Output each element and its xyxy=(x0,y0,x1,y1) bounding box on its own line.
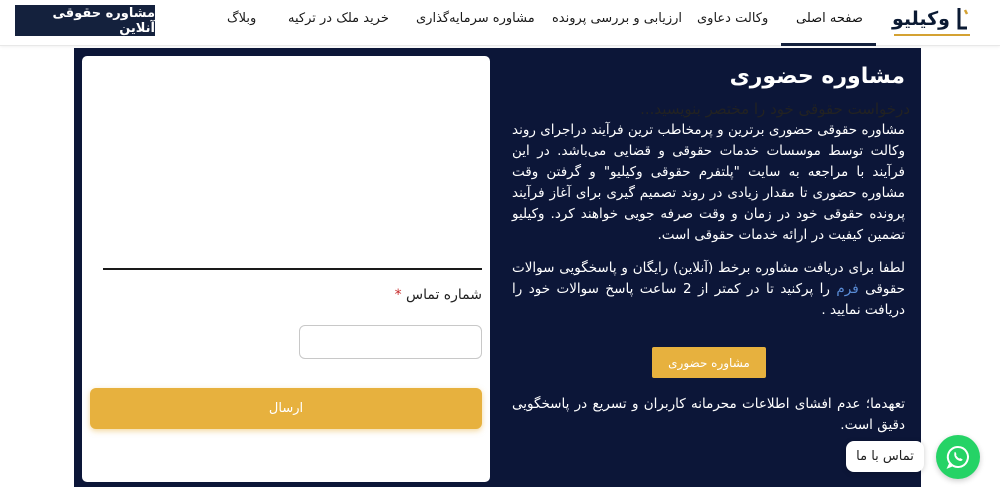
whatsapp-button[interactable] xyxy=(936,435,980,479)
nav-item-home[interactable]: صفحه اصلی xyxy=(796,11,863,26)
nav-item-turkey-property[interactable]: خرید ملک در ترکیه xyxy=(288,11,389,26)
request-label: درخواست حقوقی خود را مختصر بنویسید... xyxy=(640,100,910,118)
nav-item-investment-consult[interactable]: مشاوره سرمایه‌گذاری xyxy=(416,11,535,26)
section-title: مشاوره حضوری xyxy=(729,64,905,89)
commitment-paragraph: تعهدما؛ عدم افشای اطلاعات محرمانه کاربران و تسریع در پاسخگویی دقیق است. xyxy=(512,396,905,433)
paragraph-text-start: لطفا برای دریافت مشاوره برخط (آنلاین) رایگان و پاسخگویی سوالات حقوقی xyxy=(512,260,905,297)
logo-mark-icon xyxy=(956,6,970,32)
phone-label xyxy=(395,287,482,303)
nav-item-litigation[interactable]: وکالت دعاوی xyxy=(697,11,769,26)
nav-active-indicator xyxy=(781,43,876,46)
top-navbar xyxy=(0,0,1000,46)
phone-input[interactable] xyxy=(299,325,482,359)
form-link[interactable]: فرم xyxy=(836,281,859,297)
logo-underline xyxy=(894,34,970,36)
required-mark: * xyxy=(394,287,402,303)
whatsapp-icon xyxy=(945,444,971,470)
logo-text: وکیلیو xyxy=(891,8,950,30)
online-consult-button[interactable]: مشاوره حقوقی آنلاین xyxy=(15,5,155,36)
nav-item-case-review[interactable]: ارزیابی و بررسی پرونده xyxy=(552,11,682,26)
in-person-consult-button[interactable]: مشاوره حضوری xyxy=(652,347,766,378)
paragraph-text-end: را پرکنید تا در کمتر از 2 ساعت پاسخ سوالات خود را دریافت نمایید . xyxy=(512,281,905,318)
online-consult-paragraph xyxy=(512,258,905,321)
phone-label-text: شماره تماس xyxy=(406,287,482,303)
intro-paragraph: مشاوره حقوقی حضوری برترین و پرمخاطب ترین فرآیند دراجرای روند وکالت توسط موسسات خدمات حقوقی و قضایی می‌باشد. در این فرآیند با مراجعه به سایت "پلتفرم حقوقی وکیلیو" و گرفتن وقت مشاوره حضوری تا مقدار زیادی در روند تصمیم گیری برای آغاز فرآیند پرونده حقوقی خود در زمان و وقت صرفه جویی خواهند کرد. وکیلیو تضمین کیفیت در ارائه خدمات حقوقی است. xyxy=(512,122,905,243)
request-textarea[interactable] xyxy=(103,128,482,270)
contact-us-label[interactable]: تماس با ما xyxy=(846,441,924,472)
nav-item-blog[interactable]: وبلاگ xyxy=(227,11,257,26)
site-logo[interactable] xyxy=(890,4,970,38)
submit-button[interactable]: ارسال xyxy=(90,388,482,429)
